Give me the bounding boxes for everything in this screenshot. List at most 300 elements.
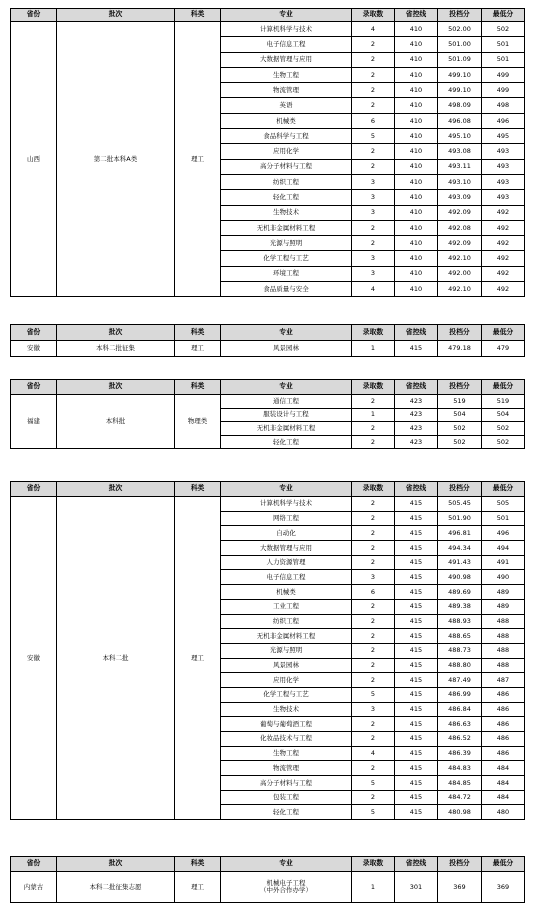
major-cell [221,220,352,235]
major-name: 光源与照明 [269,238,303,247]
score-cell: 502 [438,422,482,436]
score-cell: 488.73 [438,643,482,658]
major-cell [221,658,352,673]
column-header: 录取数 [352,9,395,22]
admitted-cell: 3 [352,251,395,266]
major-cell [221,570,352,585]
major-name: 计算机科学与技术 [260,499,312,508]
score-cell: 484.83 [438,761,482,776]
column-header: 投档分 [438,380,482,395]
category-cell: 理工 [175,497,221,820]
control-cell: 301 [395,872,438,903]
score-cell: 492.09 [438,205,482,220]
score-cell: 490.98 [438,570,482,585]
control-cell: 423 [395,408,438,422]
major-name: 计算机科学与技术 [260,24,312,33]
min-cell: 492 [482,220,525,235]
column-header: 省份 [11,9,57,22]
admitted-cell: 2 [352,732,395,747]
admission-table-anhui [10,481,525,820]
control-cell: 423 [395,395,438,409]
admission-table-neimenggu [10,856,525,903]
score-cell: 501.00 [438,37,482,52]
major-cell [221,776,352,791]
major-name: 纺织工程 [273,616,299,625]
category-cell: 理工 [175,341,221,357]
control-cell: 415 [395,497,438,512]
admitted-cell: 3 [352,570,395,585]
major-name: 通信工程 [273,396,299,405]
column-header: 科类 [175,9,221,22]
control-cell: 410 [395,22,438,37]
column-header: 省控线 [395,9,438,22]
admitted-cell: 1 [352,408,395,422]
score-cell: 479.18 [438,341,482,357]
major-name: 高分子材料与工程 [260,162,312,171]
province-cell: 安徽 [11,341,57,357]
admitted-cell: 3 [352,190,395,205]
min-cell: 496 [482,113,525,128]
control-cell: 410 [395,190,438,205]
admitted-cell: 1 [352,341,395,357]
major-name: 机械电子工程 [266,879,306,888]
admission-table-shanxi [10,8,525,297]
column-header: 最低分 [482,9,525,22]
admitted-cell: 2 [352,497,395,512]
column-header: 批次 [57,9,175,22]
major-name: 人力资源管理 [266,558,306,567]
batch-cell: 本科二批征集志愿 [57,872,175,903]
control-cell: 415 [395,614,438,629]
score-cell: 504 [438,408,482,422]
admitted-cell: 2 [352,83,395,98]
min-cell: 493 [482,190,525,205]
min-cell: 504 [482,408,525,422]
control-cell: 415 [395,341,438,357]
score-cell: 495.10 [438,129,482,144]
major-cell [221,266,352,281]
province-cell: 内蒙古 [11,872,57,903]
control-cell: 415 [395,658,438,673]
score-cell: 501.90 [438,511,482,526]
control-cell: 415 [395,570,438,585]
admitted-cell: 2 [352,67,395,82]
major-cell [221,673,352,688]
admitted-cell: 3 [352,174,395,189]
min-cell: 488 [482,643,525,658]
major-name: 电子信息工程 [266,40,306,49]
major-name: 轻化工程 [273,193,299,201]
score-cell: 492.10 [438,251,482,266]
admitted-cell: 2 [352,435,395,449]
major-cell [221,144,352,159]
score-cell: 493.11 [438,159,482,174]
admitted-cell: 1 [352,872,395,903]
major-name: 英语 [279,101,293,110]
column-header: 省控线 [395,857,438,872]
min-cell: 493 [482,174,525,189]
control-cell: 410 [395,205,438,220]
major-name: 轻化工程 [273,437,299,446]
category-cell: 物理类 [175,395,221,449]
score-cell: 486.63 [438,717,482,732]
province-cell: 山西 [11,22,57,297]
header-row [11,857,525,872]
major-name: 化妆品技术与工程 [260,734,312,743]
major-cell [221,129,352,144]
score-cell: 499.10 [438,67,482,82]
major-cell [221,435,352,449]
major-name: 生物技术 [273,208,299,217]
control-cell: 410 [395,129,438,144]
major-cell [221,511,352,526]
column-header: 最低分 [482,325,525,341]
control-cell: 415 [395,555,438,570]
major-cell [221,174,352,189]
min-cell: 492 [482,251,525,266]
major-name: 机械类 [276,587,296,596]
major-cell [221,541,352,556]
admitted-cell: 5 [352,805,395,820]
admitted-cell: 2 [352,614,395,629]
column-header: 最低分 [482,857,525,872]
column-header: 科类 [175,325,221,341]
admitted-cell: 2 [352,629,395,644]
admission-table-fujian [10,379,525,449]
major-cell [221,113,352,128]
column-header: 投档分 [438,325,482,341]
column-header: 批次 [57,857,175,872]
score-cell: 488.80 [438,658,482,673]
major-cell [221,872,352,903]
score-cell: 519 [438,395,482,409]
min-cell: 489 [482,599,525,614]
admitted-cell: 3 [352,702,395,717]
min-cell: 499 [482,67,525,82]
min-cell: 501 [482,52,525,67]
column-header: 投档分 [438,857,482,872]
admitted-cell: 6 [352,113,395,128]
score-cell: 489.38 [438,599,482,614]
major-cell [221,599,352,614]
score-cell: 491.43 [438,555,482,570]
header-row [11,9,525,22]
major-name: 工业工程 [273,602,299,611]
column-header: 批次 [57,325,175,341]
column-header: 专业 [221,857,352,872]
major-cell [221,702,352,717]
control-cell: 410 [395,144,438,159]
major-name: 化学工程与工艺 [263,254,309,263]
major-cell [221,341,352,357]
admitted-cell: 2 [352,555,395,570]
major-cell [221,629,352,644]
header-row [11,380,525,395]
major-cell [221,159,352,174]
score-cell: 502.00 [438,22,482,37]
admission-table-anhui-supplement [10,324,525,357]
major-cell [221,37,352,52]
min-cell: 480 [482,805,525,820]
control-cell: 415 [395,746,438,761]
min-cell: 369 [482,872,525,903]
score-cell: 502 [438,435,482,449]
batch-cell: 本科二批征集 [57,341,175,357]
min-cell: 502 [482,22,525,37]
min-cell: 479 [482,341,525,357]
admitted-cell: 5 [352,129,395,144]
min-cell: 498 [482,98,525,113]
min-cell: 488 [482,629,525,644]
min-cell: 519 [482,395,525,409]
table-row [11,341,525,357]
major-name: 无机非金属材料工程 [256,424,316,433]
min-cell: 486 [482,687,525,702]
major-cell [221,205,352,220]
control-cell: 410 [395,83,438,98]
major-cell [221,643,352,658]
min-cell: 490 [482,570,525,585]
column-header: 省控线 [395,325,438,341]
min-cell: 488 [482,614,525,629]
major-cell [221,190,352,205]
control-cell: 423 [395,435,438,449]
control-cell: 410 [395,52,438,67]
admitted-cell: 2 [352,790,395,805]
major-cell [221,526,352,541]
table-row [11,22,525,37]
admitted-cell: 2 [352,526,395,541]
major-name: 服装设计与工程 [263,410,309,419]
admitted-cell: 5 [352,776,395,791]
header-row [11,325,525,341]
control-cell: 415 [395,629,438,644]
control-cell: 410 [395,37,438,52]
column-header: 专业 [221,380,352,395]
score-cell: 480.98 [438,805,482,820]
major-name: 无机非金属材料工程 [256,223,316,232]
batch-cell: 第二批本科A类 [57,22,175,297]
major-cell [221,395,352,409]
major-cell [221,614,352,629]
admitted-cell: 2 [352,541,395,556]
admitted-cell: 4 [352,746,395,761]
min-cell: 489 [482,585,525,600]
column-header: 专业 [221,325,352,341]
min-cell: 484 [482,761,525,776]
min-cell: 502 [482,435,525,449]
column-header: 省份 [11,482,57,497]
major-cell [221,408,352,422]
min-cell: 486 [482,746,525,761]
admitted-cell: 4 [352,22,395,37]
control-cell: 415 [395,585,438,600]
control-cell: 410 [395,220,438,235]
column-header: 最低分 [482,482,525,497]
admitted-cell: 2 [352,395,395,409]
score-cell: 484.85 [438,776,482,791]
major-name: 大数据管理与应用 [260,55,312,64]
column-header: 录取数 [352,482,395,497]
major-name: 食品质量与安全 [263,284,309,293]
control-cell: 415 [395,643,438,658]
control-cell: 410 [395,113,438,128]
score-cell: 369 [438,872,482,903]
control-cell: 415 [395,599,438,614]
score-cell: 492.09 [438,236,482,251]
major-name: 物流管理 [273,85,299,94]
admitted-cell: 3 [352,266,395,281]
min-cell: 502 [482,422,525,436]
admitted-cell: 2 [352,159,395,174]
column-header: 省控线 [395,380,438,395]
min-cell: 492 [482,205,525,220]
control-cell: 415 [395,702,438,717]
min-cell: 484 [482,790,525,805]
score-cell: 493.09 [438,190,482,205]
min-cell: 505 [482,497,525,512]
score-cell: 501.09 [438,52,482,67]
control-cell: 415 [395,511,438,526]
column-header: 录取数 [352,325,395,341]
score-cell: 486.39 [438,746,482,761]
major-cell [221,98,352,113]
score-cell: 492.08 [438,220,482,235]
score-cell: 487.49 [438,673,482,688]
column-header: 省份 [11,857,57,872]
major-name: 纺织工程 [273,177,299,186]
column-header: 录取数 [352,380,395,395]
min-cell: 493 [482,144,525,159]
score-cell: 492.00 [438,266,482,281]
major-name: 葡萄与葡萄酒工程 [260,719,312,728]
major-cell [221,761,352,776]
score-cell: 499.10 [438,83,482,98]
score-cell: 489.69 [438,585,482,600]
column-header: 批次 [57,380,175,395]
major-name: 生物工程 [273,70,299,79]
major-name: 网络工程 [273,514,299,523]
control-cell: 410 [395,98,438,113]
major-name: 生物工程 [273,749,299,758]
column-header: 专业 [221,482,352,497]
column-header: 专业 [221,9,352,22]
min-cell: 501 [482,37,525,52]
major-name: 食品科学与工程 [263,131,309,140]
major-name: 自动化 [276,528,296,537]
score-cell: 493.08 [438,144,482,159]
min-cell: 492 [482,282,525,297]
min-cell: 493 [482,159,525,174]
major-name: 环境工程 [273,269,299,278]
major-cell [221,282,352,297]
major-name: 机械类 [276,116,296,125]
control-cell: 415 [395,687,438,702]
major-cell [221,717,352,732]
control-cell: 410 [395,282,438,297]
admitted-cell: 2 [352,144,395,159]
score-cell: 488.65 [438,629,482,644]
admitted-cell: 2 [352,220,395,235]
admitted-cell: 6 [352,585,395,600]
major-cell [221,52,352,67]
major-name: 风景园林 [273,344,299,353]
major-name: 物流管理 [273,763,299,772]
score-cell: 494.34 [438,541,482,556]
control-cell: 415 [395,717,438,732]
control-cell: 410 [395,266,438,281]
min-cell: 486 [482,717,525,732]
min-cell: 486 [482,732,525,747]
control-cell: 410 [395,67,438,82]
column-header: 省控线 [395,482,438,497]
major-cell [221,555,352,570]
min-cell: 495 [482,129,525,144]
admitted-cell: 2 [352,643,395,658]
major-name: 无机非金属材料工程 [256,631,316,640]
control-cell: 415 [395,673,438,688]
min-cell: 492 [482,266,525,281]
control-cell: 415 [395,541,438,556]
min-cell: 501 [482,511,525,526]
major-cell [221,687,352,702]
admitted-cell: 2 [352,599,395,614]
column-header: 科类 [175,482,221,497]
control-cell: 415 [395,805,438,820]
min-cell: 499 [482,83,525,98]
header-row [11,482,525,497]
control-cell: 410 [395,159,438,174]
major-cell [221,236,352,251]
control-cell: 415 [395,776,438,791]
admitted-cell: 2 [352,422,395,436]
batch-cell: 本科二批 [57,497,175,820]
column-header: 录取数 [352,857,395,872]
major-cell [221,732,352,747]
major-name: 高分子材料与工程 [260,778,312,787]
admitted-cell: 2 [352,511,395,526]
major-name: 光源与照明 [269,646,303,655]
admitted-cell: 4 [352,282,395,297]
control-cell: 410 [395,251,438,266]
score-cell: 486.84 [438,702,482,717]
admitted-cell: 3 [352,205,395,220]
control-cell: 415 [395,732,438,747]
column-header: 批次 [57,482,175,497]
column-header: 省份 [11,325,57,341]
major-cell [221,497,352,512]
score-cell: 498.09 [438,98,482,113]
min-cell: 496 [482,526,525,541]
admitted-cell: 2 [352,37,395,52]
score-cell: 496.08 [438,113,482,128]
category-cell: 理工 [175,872,221,903]
score-cell: 493.10 [438,174,482,189]
table-row [11,497,525,512]
admitted-cell: 5 [352,687,395,702]
admitted-cell: 2 [352,658,395,673]
min-cell: 486 [482,702,525,717]
major-name: 包装工程 [273,793,299,802]
major-name: 风景园林 [273,661,299,669]
score-cell: 486.99 [438,687,482,702]
admitted-cell: 2 [352,673,395,688]
control-cell: 415 [395,526,438,541]
column-header: 科类 [175,380,221,395]
major-cell [221,790,352,805]
control-cell: 415 [395,790,438,805]
score-cell: 505.45 [438,497,482,512]
